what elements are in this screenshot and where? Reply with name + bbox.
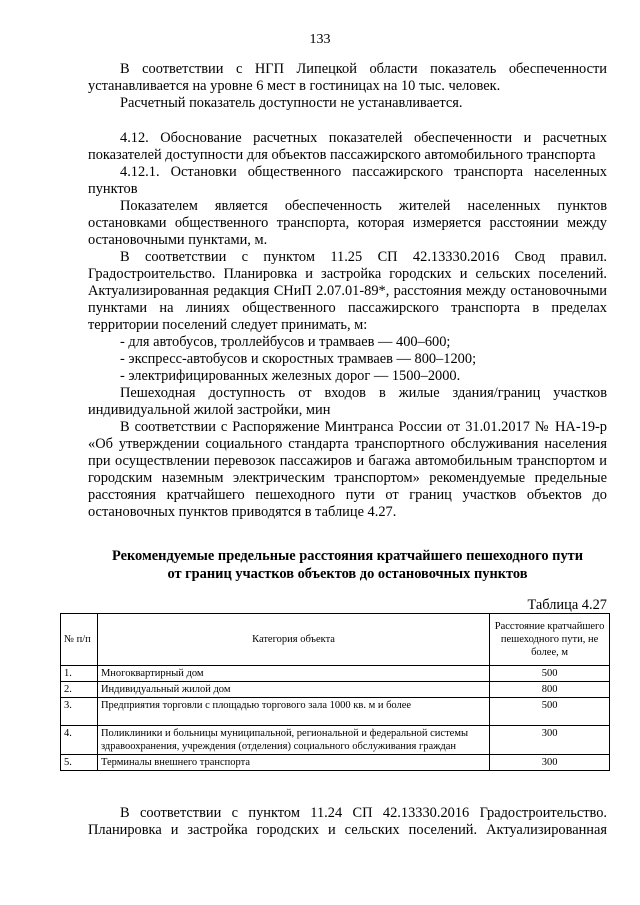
list-item: - электрифицированных железных дорог — 1500–2000.: [120, 368, 461, 384]
row-num: 2.: [61, 682, 98, 698]
subsection-title-line: пунктов: [88, 181, 138, 197]
text-line: территории поселений следует принимать, м:: [88, 317, 368, 333]
header-distance: Расстояние кратчайшего пешеходного пути, не более, м: [490, 614, 610, 666]
text-line: В соответствии с пунктом 11.25 СП 42.13330.2016 Свод правил.: [120, 249, 607, 265]
table-row: [61, 682, 610, 698]
paragraph-11-24: [88, 805, 607, 839]
text-line: устанавливается на уровне 6 мест в гостиницах на 10 тыс. человек.: [88, 78, 501, 94]
list-item: - для автобусов, троллейбусов и трамваев — 400–600;: [120, 334, 451, 350]
text-line: Пешеходная доступность от входов в жилые здания/границ участков: [120, 385, 607, 401]
text-line: Расчетный показатель доступности не устанавливается.: [120, 95, 463, 111]
text-line: городским наземным электрическим транспортом» рекомендуемые предельные: [88, 470, 607, 486]
row-category: Терминалы внешнего транспорта: [97, 755, 489, 771]
text-line: остановочных пунктов приводятся в таблице 4.27.: [88, 504, 397, 520]
subsection-title-line: 4.12.1. Остановки общественного пассажирского транспорта населенных: [120, 164, 607, 180]
text-line: В соответствии с НГП Липецкой области показатель обеспеченности: [120, 61, 607, 77]
table-row: [61, 666, 610, 682]
text-line: Градостроительство. Планировка и застройка городских и сельских поселений.: [88, 266, 607, 282]
row-num: 3.: [61, 698, 98, 726]
text-line: расстояния кратчайшего пешеходного пути от границ участков объектов до: [88, 487, 607, 503]
table-row: [61, 698, 610, 726]
section-4-12: [88, 130, 607, 521]
table-row: [61, 755, 610, 771]
row-value: 300: [490, 726, 610, 755]
table-heading-line: от границ участков объектов до остановочных пунктов: [167, 566, 528, 582]
distance-table: [60, 613, 610, 771]
row-num: 4.: [61, 726, 98, 755]
text-line: остановками общественного транспорта, которая измеряется расстоянии между: [88, 215, 607, 231]
row-value: 300: [490, 755, 610, 771]
row-category: Индивидуальный жилой дом: [97, 682, 489, 698]
text-line: индивидуальной жилой застройки, мин: [88, 402, 331, 418]
list-item: - экспресс-автобусов и скоростных трамваев — 800–1200;: [120, 351, 477, 367]
text-line: при осуществлении перевозок пассажиров и багажа автомобильным транспортом и: [88, 453, 607, 469]
table-row: [61, 726, 610, 755]
table-heading-line: Рекомендуемые предельные расстояния кратчайшего пешеходного пути: [111, 548, 584, 564]
table-heading: [88, 547, 607, 583]
row-value: 500: [490, 666, 610, 682]
page-number: 133: [309, 32, 331, 47]
paragraph-hotel-norm: [88, 61, 607, 112]
row-category: Поликлиники и больницы муниципальной, региональной и федеральной системы здравоохранения, учреждения (отделения) социального обслуживания граждан: [97, 726, 489, 755]
text-line: В соответствии с пунктом 11.24 СП 42.13330.2016 Градостроительство.: [120, 805, 607, 821]
text-line: Показателем является обеспеченность жителей населенных пунктов: [120, 198, 607, 214]
row-value: 500: [490, 698, 610, 726]
text-line: Планировка и застройка городских и сельских поселений. Актуализированная: [88, 822, 607, 838]
row-category: Многоквартирный дом: [97, 666, 489, 682]
text-line: пунктами на линиях общественного пассажирского транспорта в пределах: [88, 300, 607, 316]
section-title-line: 4.12. Обоснование расчетных показателей обеспеченности и расчетных: [120, 130, 607, 146]
row-num: 5.: [61, 755, 98, 771]
header-category: Категория объекта: [97, 614, 489, 666]
row-num: 1.: [61, 666, 98, 682]
row-value: 800: [490, 682, 610, 698]
text-line: остановочными пунктами, м.: [88, 232, 268, 248]
section-title-line: показателей доступности для объектов пассажирского автомобильного транспорта: [88, 147, 596, 163]
table-caption: Таблица 4.27: [527, 597, 607, 613]
header-num: № п/п: [61, 614, 98, 666]
text-line: Актуализированная редакция СНиП 2.07.01-89*, расстояния между остановочными: [88, 283, 607, 299]
text-line: В соответствии с Распоряжение Минтранса России от 31.01.2017 № НА-19-р: [120, 419, 607, 435]
table-header-row: [61, 614, 610, 666]
row-category: Предприятия торговли с площадью торгового зала 1000 кв. м и более: [97, 698, 489, 726]
text-line: «Об утверждении социального стандарта транспортного обслуживания населения: [88, 436, 607, 452]
